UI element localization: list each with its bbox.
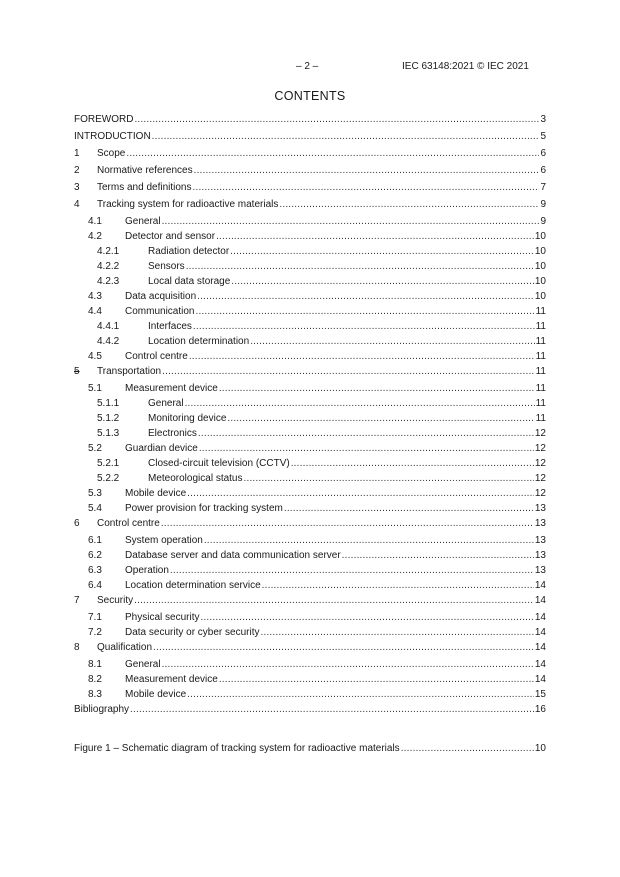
toc-entry-label: Interfaces [148,321,192,332]
toc-entry-label: General [125,659,161,670]
dot-leader [291,456,534,471]
toc-entry-page: 13 [534,535,546,546]
toc-entry-page: 11 [535,398,546,409]
toc-entry-label: Radiation detector [148,246,230,257]
toc-entry-number: 6.1 [88,535,102,546]
toc-entry-page: 5 [540,131,546,142]
dot-leader [199,441,534,456]
toc-entry-page: 12 [534,443,546,454]
toc-entry-label: General [125,216,161,227]
toc-entry-number: 8.2 [88,674,102,685]
toc-entry[interactable] [74,501,546,516]
toc-entry-label: Guardian device [125,443,198,454]
toc-entry-label: Power provision for tracking system [125,503,283,514]
dot-leader [152,129,540,144]
dot-leader [198,426,534,441]
toc-entry-number: 4.2.3 [97,276,120,287]
toc-entry-number: 6.3 [88,565,102,576]
toc-entry-page: 14 [534,659,546,670]
toc-entry-number: 5.2 [88,443,102,454]
toc-entry-page: 10 [534,291,546,302]
toc-entry-page: 13 [534,518,546,529]
toc-entry-label: Operation [125,565,169,576]
toc-entry-page: 14 [534,674,546,685]
toc-entry-number: 7.1 [88,612,102,623]
toc-entry[interactable] [74,471,546,486]
toc-entry-label: Physical security [125,612,200,623]
toc-entry-number: 4.2 [88,231,102,242]
toc-entry-number: 8.1 [88,659,102,670]
toc-entry-number: 7 [74,595,80,606]
toc-entry-label: Measurement device [125,383,218,394]
dot-leader [186,259,534,274]
toc-entry-label: Mobile device [125,488,187,499]
toc-entry-number: 4 [74,199,80,210]
toc-entry-page: 12 [534,488,546,499]
dot-leader [204,533,534,548]
toc-entry-label: Sensors [148,261,185,272]
toc-entry-page: 11 [535,383,546,394]
dot-leader [134,112,539,127]
toc-entry-number: 1 [74,148,80,159]
dot-leader [200,610,533,625]
toc-entry[interactable] [74,548,546,563]
toc-entry[interactable] [74,289,546,304]
figure-entry[interactable] [74,741,546,756]
dot-leader [261,625,534,640]
dot-leader [153,640,534,655]
toc-entry[interactable] [74,259,546,274]
toc-entry-number: 5.1.2 [97,413,120,424]
dot-leader [126,146,539,161]
dot-leader [185,396,535,411]
list-of-figures [74,741,546,756]
toc-entry[interactable] [74,563,546,578]
toc-entry[interactable] [74,214,546,229]
toc-entry-number: 5.1.1 [97,398,120,409]
toc-entry-label: Electronics [148,428,197,439]
toc-entry-page: 6 [540,165,546,176]
toc-entry-label: Bibliography [74,704,130,715]
toc-entry-label: Terms and definitions [97,182,192,193]
dot-leader [187,486,534,501]
toc-entry[interactable] [74,610,546,625]
toc-entry-label: Control centre [97,518,160,529]
toc-entry[interactable] [74,516,546,533]
dot-leader [161,516,534,531]
toc-entry[interactable] [74,672,546,687]
toc-entry-label: Location determination [148,336,250,347]
dot-leader [170,563,534,578]
toc-entry-label: Security [97,595,134,606]
document-id: IEC 63148:2021 © IEC 2021 [402,61,529,72]
toc-entry-number: 8 [74,642,80,653]
toc-entry[interactable] [74,163,546,180]
toc-entry-label: Local data storage [148,276,231,287]
toc-entry-page: 14 [534,612,546,623]
toc-entry-number: 5.2.1 [97,458,120,469]
toc-entry[interactable] [74,657,546,672]
toc-entry-label: Transportation [97,366,162,377]
toc-entry-number: 6 [74,518,80,529]
toc-entry[interactable] [74,180,546,197]
toc-entry-number: 4.3 [88,291,102,302]
dot-leader [193,319,535,334]
toc-entry-page: 11 [535,321,546,332]
toc-entry-label: Control centre [125,351,188,362]
toc-entry[interactable] [74,411,546,426]
toc-entry-page: 13 [534,550,546,561]
toc-entry[interactable] [74,364,546,381]
toc-entry-number: 4.4.2 [97,336,120,347]
toc-entry-page: 15 [534,689,546,700]
dot-leader [162,657,534,672]
toc-entry-page: 14 [534,595,546,606]
toc-entry-label: System operation [125,535,203,546]
toc-entry-number: 6.4 [88,580,102,591]
toc-entry-number: 8.3 [88,689,102,700]
toc-entry-page: 11 [535,351,546,362]
dot-leader [216,229,534,244]
toc-entry-label: Database server and data communication server [125,550,341,561]
toc-entry-label: Data acquisition [125,291,197,302]
dot-leader [244,471,534,486]
toc-entry[interactable] [74,319,546,334]
toc-entry[interactable] [74,702,546,717]
toc-entry[interactable] [74,441,546,456]
toc-entry[interactable] [74,112,546,129]
toc-entry-number: 7.2 [88,627,102,638]
toc-entry[interactable] [74,334,546,349]
toc-entry[interactable] [74,578,546,593]
toc-entry-page: 9 [540,199,546,210]
dot-leader [162,364,535,379]
toc-entry-number: 4.4 [88,306,102,317]
toc-entry-number: 5.2.2 [97,473,120,484]
toc-entry[interactable] [74,304,546,319]
toc-entry[interactable] [74,426,546,441]
toc-entry-page: 10 [534,276,546,287]
toc-entry-page: 11 [535,366,546,377]
toc-entry[interactable] [74,396,546,411]
dot-leader [279,197,539,212]
toc-entry-number: 3 [74,182,80,193]
toc-entry-label: Communication [125,306,195,317]
toc-entry-page: 16 [534,704,546,715]
dot-leader [219,672,534,687]
toc-entry-number: 5.3 [88,488,102,499]
toc-entry-page: 10 [534,261,546,272]
toc-entry[interactable] [74,456,546,471]
toc-entry[interactable] [74,197,546,214]
toc-entry-label: Detector and sensor [125,231,216,242]
toc-entry[interactable] [74,687,546,702]
toc-entry-label: Monitoring device [148,413,227,424]
toc-entry[interactable] [74,593,546,610]
toc-entry-page: 3 [540,114,546,125]
toc-entry[interactable] [74,349,546,364]
toc-entry-page: 10 [534,231,546,242]
toc-entry-number: 2 [74,165,80,176]
toc-entry-label: INTRODUCTION [74,131,151,142]
toc-entry[interactable] [74,129,546,146]
toc-entry[interactable] [74,533,546,548]
toc-entry-page: 6 [540,148,546,159]
dot-leader [187,687,534,702]
dot-leader [219,381,535,396]
dot-leader [189,349,535,364]
dot-leader [130,702,534,717]
toc-entry-number: 4.4.1 [97,321,120,332]
toc-entry-label: Mobile device [125,689,187,700]
toc-entry-number: 4.2.1 [97,246,120,257]
toc-entry-label: Measurement device [125,674,218,685]
toc-entry-number: 5 [74,366,80,377]
dot-leader [262,578,534,593]
toc-entry-number: 4.5 [88,351,102,362]
toc-entry[interactable] [74,229,546,244]
toc-entry-number: 4.1 [88,216,102,227]
toc-entry-label: Qualification [97,642,153,653]
dot-leader [231,274,534,289]
dot-leader [250,334,534,349]
toc-entry[interactable] [74,274,546,289]
toc-entry-page: 12 [534,428,546,439]
toc-entry-page: 9 [540,216,546,227]
toc-entry[interactable] [74,640,546,657]
toc-entry-page: 14 [534,627,546,638]
dot-leader [342,548,534,563]
toc-entry[interactable] [74,244,546,259]
dot-leader [134,593,534,608]
toc-entry[interactable] [74,381,546,396]
toc-entry-page: 12 [534,458,546,469]
table-of-contents [74,112,546,717]
toc-entry-number: 5.4 [88,503,102,514]
toc-entry-label: Figure 1 – Schematic diagram of tracking system for radioactive materials [74,743,400,754]
dot-leader [194,163,540,178]
dot-leader [284,501,534,516]
toc-entry-number: 5.1 [88,383,102,394]
toc-entry-number: 5.1.3 [97,428,120,439]
toc-entry-label: Scope [97,148,126,159]
toc-entry-page: 7 [540,182,546,193]
toc-entry-label: General [148,398,184,409]
toc-entry-label: FOREWORD [74,114,134,125]
toc-entry-page: 13 [534,503,546,514]
dot-leader [197,289,534,304]
dot-leader [193,180,540,195]
toc-entry-label: Data security or cyber security [125,627,260,638]
page-title: CONTENTS [274,89,346,103]
toc-entry-page: 13 [534,565,546,576]
toc-entry-label: Meteorological status [148,473,243,484]
toc-entry-page: 10 [534,246,546,257]
toc-entry-label: Location determination service [125,580,261,591]
toc-entry-page: 12 [534,473,546,484]
dot-leader [230,244,534,259]
toc-entry-page: 11 [535,413,546,424]
toc-entry[interactable] [74,625,546,640]
toc-entry-label: Normative references [97,165,193,176]
toc-entry-page: 11 [535,336,546,347]
toc-entry-page: 11 [535,306,546,317]
dot-leader [401,741,534,756]
page-number: – 2 – [296,61,319,72]
toc-entry-number: 4.2.2 [97,261,120,272]
toc-entry-label: Tracking system for radioactive materials [97,199,279,210]
dot-leader [162,214,540,229]
toc-entry[interactable] [74,486,546,501]
toc-entry-label: Closed-circuit television (CCTV) [148,458,290,469]
dot-leader [195,304,534,319]
dot-leader [227,411,534,426]
toc-entry-page: 14 [534,580,546,591]
toc-entry-number: 6.2 [88,550,102,561]
toc-entry-page: 14 [534,642,546,653]
toc-entry-page: 10 [534,743,546,754]
toc-entry[interactable] [74,146,546,163]
